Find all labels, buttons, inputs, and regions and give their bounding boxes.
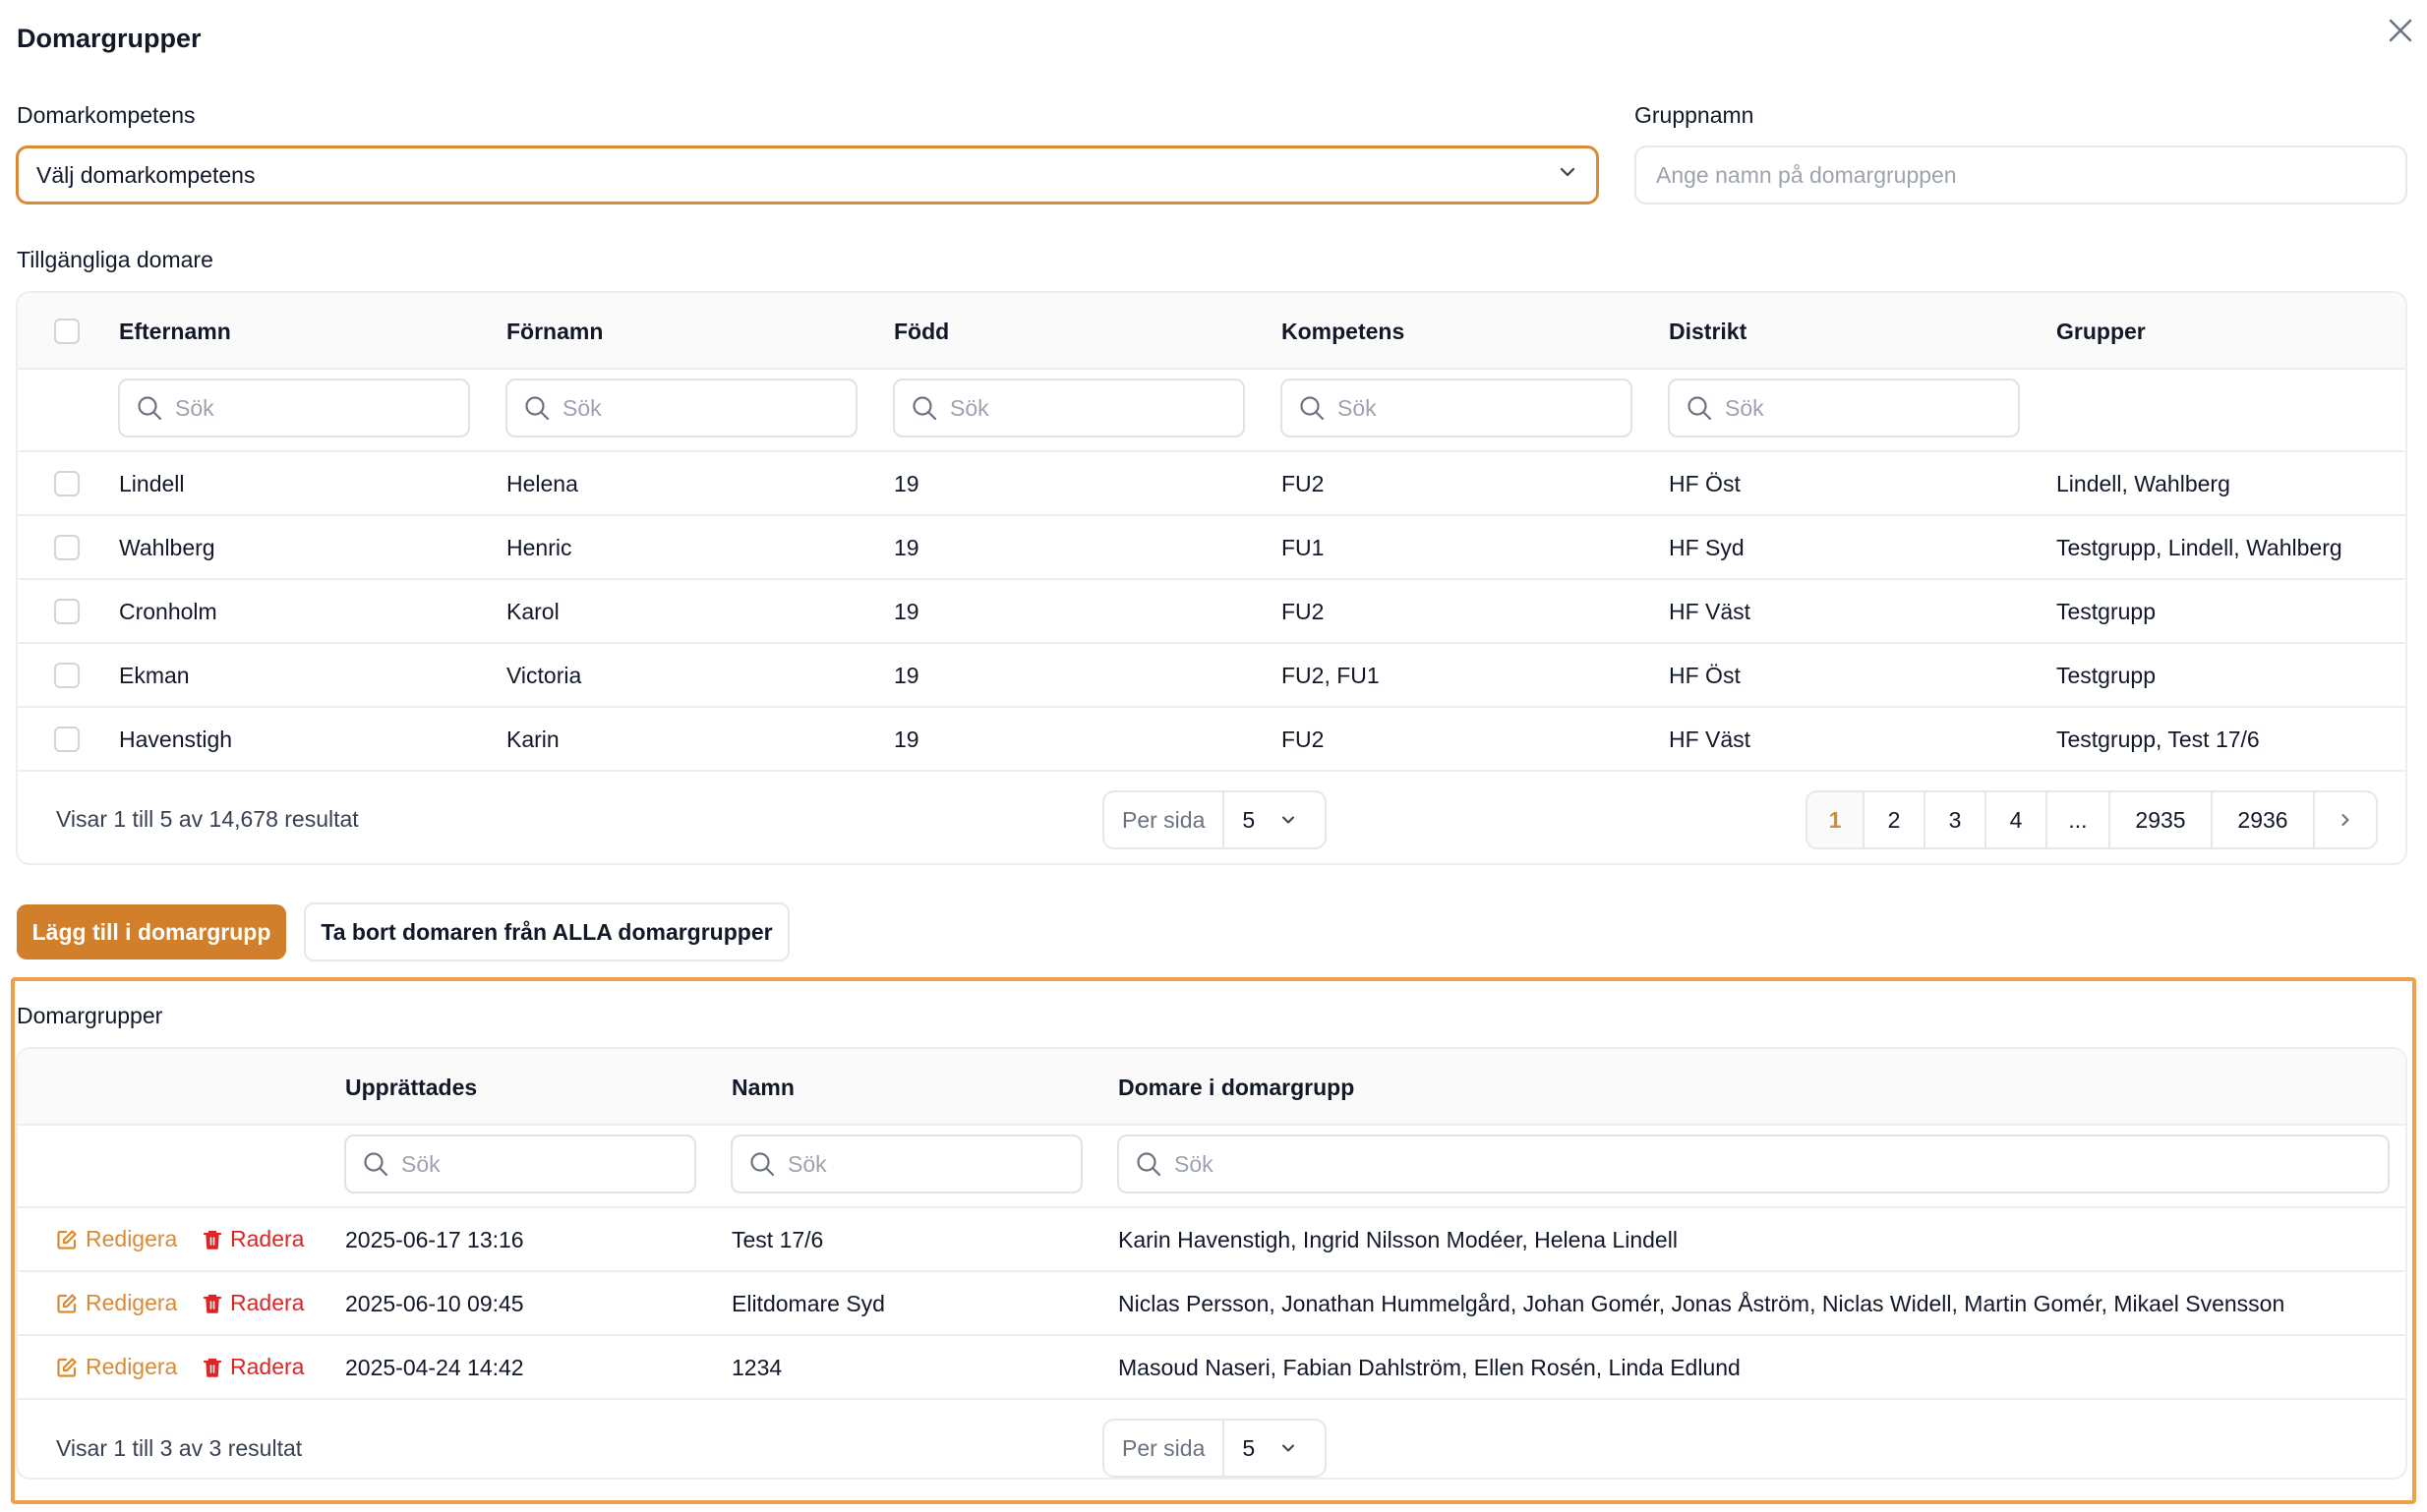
search-icon <box>911 394 938 422</box>
per-page-dropdown[interactable] <box>1224 1421 1316 1476</box>
search-icon <box>362 1150 389 1178</box>
edit-label: Redigera <box>86 1354 178 1379</box>
table-row[interactable] <box>18 708 2405 772</box>
trash-icon <box>203 1293 222 1314</box>
cell-distrikt: HF Väst <box>1669 727 1751 752</box>
search-input-efternamn[interactable] <box>118 378 470 437</box>
search-placeholder: Sök <box>562 394 602 421</box>
cell-domare: Karin Havenstigh, Ingrid Nilsson Modéer, Helena Lindell <box>1118 1227 1678 1252</box>
cell-distrikt: HF Öst <box>1669 663 1741 688</box>
column-header-kompetens[interactable]: Kompetens <box>1281 319 1405 344</box>
delete-label: Radera <box>230 1290 305 1315</box>
cell-namn: 1234 <box>732 1355 783 1380</box>
search-icon <box>136 394 163 422</box>
trash-icon <box>203 1229 222 1250</box>
cell-fornamn: Helena <box>506 471 578 496</box>
cell-kompetens: FU2, FU1 <box>1281 663 1380 688</box>
search-input-kompetens[interactable] <box>1280 378 1632 437</box>
page-button-2935[interactable]: 2935 <box>2110 792 2213 847</box>
delete-label: Radera <box>230 1354 305 1379</box>
edit-button[interactable] <box>56 1290 177 1316</box>
cell-distrikt: HF Öst <box>1669 471 1741 496</box>
pagination <box>1805 790 2378 849</box>
row-checkbox[interactable] <box>54 663 80 688</box>
groups-label: Domargrupper <box>17 1003 163 1028</box>
search-placeholder: Sök <box>1174 1150 1214 1177</box>
cell-grupper: Testgrupp, Test 17/6 <box>2056 727 2260 752</box>
search-icon <box>1298 394 1326 422</box>
remove-from-all-groups-button[interactable]: Ta bort domaren från ALLA domargrupper <box>304 902 790 961</box>
cell-efternamn: Wahlberg <box>119 535 215 560</box>
chevron-down-icon <box>1557 161 1578 189</box>
cell-fornamn: Victoria <box>506 663 582 688</box>
edit-icon <box>56 1293 78 1314</box>
delete-button[interactable] <box>203 1226 304 1252</box>
cell-fodd: 19 <box>894 663 919 688</box>
competence-label: Domarkompetens <box>17 102 196 128</box>
table-row <box>18 1208 2405 1272</box>
edit-label: Redigera <box>86 1226 178 1251</box>
page-ellipsis: ... <box>2047 792 2110 847</box>
row-checkbox[interactable] <box>54 599 80 624</box>
search-input-namn[interactable] <box>731 1134 1083 1193</box>
groups-table <box>16 1047 2407 1480</box>
cell-fodd: 19 <box>894 727 919 752</box>
page-button-4[interactable]: 4 <box>1986 792 2047 847</box>
page-button-2[interactable]: 2 <box>1865 792 1925 847</box>
per-page-label: Per sida <box>1104 1421 1224 1476</box>
edit-label: Redigera <box>86 1290 178 1315</box>
row-checkbox[interactable] <box>54 471 80 496</box>
edit-button[interactable] <box>56 1226 177 1252</box>
cell-efternamn: Lindell <box>119 471 185 496</box>
column-header-grupper[interactable]: Grupper <box>2056 319 2146 344</box>
page-button-3[interactable]: 3 <box>1925 792 1986 847</box>
cell-kompetens: FU2 <box>1281 471 1325 496</box>
groups-results-summary: Visar 1 till 3 av 3 resultat <box>56 1435 303 1461</box>
trash-icon <box>203 1357 222 1378</box>
page-button-1[interactable]: 1 <box>1807 792 1865 847</box>
cell-grupper: Lindell, Wahlberg <box>2056 471 2230 496</box>
next-page-button[interactable] <box>2315 792 2376 847</box>
add-to-group-button[interactable]: Lägg till i domargrupp <box>17 904 286 960</box>
table-row[interactable] <box>18 516 2405 580</box>
search-placeholder: Sök <box>401 1150 441 1177</box>
cell-kompetens: FU2 <box>1281 727 1325 752</box>
competence-select[interactable] <box>16 145 1599 204</box>
close-icon[interactable] <box>2384 14 2417 47</box>
search-placeholder: Sök <box>950 394 989 421</box>
filter-row <box>18 1126 2405 1208</box>
search-icon <box>1135 1150 1162 1178</box>
per-page-value: 5 <box>1242 1434 1256 1461</box>
filter-row <box>18 370 2405 452</box>
cell-distrikt: HF Syd <box>1669 535 1745 560</box>
chevron-down-icon <box>1278 1438 1298 1458</box>
cell-efternamn: Havenstigh <box>119 727 233 752</box>
cell-kompetens: FU2 <box>1281 599 1325 624</box>
cell-fodd: 19 <box>894 471 919 496</box>
per-page-label: Per sida <box>1104 792 1224 847</box>
table-row[interactable] <box>18 644 2405 708</box>
modal-title: Domargrupper <box>17 24 202 53</box>
cell-namn: Test 17/6 <box>732 1227 824 1252</box>
page-button-2936[interactable]: 2936 <box>2213 792 2315 847</box>
results-summary: Visar 1 till 5 av 14,678 resultat <box>56 806 359 832</box>
cell-fornamn: Karin <box>506 727 560 752</box>
edit-icon <box>56 1357 78 1378</box>
cell-upprattades: 2025-06-10 09:45 <box>345 1291 524 1316</box>
search-icon <box>1686 394 1713 422</box>
cell-kompetens: FU1 <box>1281 535 1325 560</box>
delete-label: Radera <box>230 1226 305 1251</box>
cell-distrikt: HF Väst <box>1669 599 1751 624</box>
cell-fodd: 19 <box>894 599 919 624</box>
cell-grupper: Testgrupp <box>2056 599 2157 624</box>
cell-efternamn: Cronholm <box>119 599 217 624</box>
chevron-down-icon <box>1278 810 1298 830</box>
group-name-field[interactable] <box>1634 145 2407 204</box>
available-referees-label: Tillgängliga domare <box>17 247 213 272</box>
column-header-fodd[interactable]: Född <box>894 319 950 344</box>
group-name-input[interactable] <box>1656 162 2386 189</box>
cell-namn: Elitdomare Syd <box>732 1291 885 1316</box>
cell-upprattades: 2025-04-24 14:42 <box>345 1355 524 1380</box>
table-header <box>18 293 2405 370</box>
row-checkbox[interactable] <box>54 727 80 752</box>
edit-button[interactable] <box>56 1354 177 1380</box>
search-icon <box>523 394 551 422</box>
cell-efternamn: Ekman <box>119 663 190 688</box>
table-row[interactable] <box>18 452 2405 516</box>
cell-grupper: Testgrupp <box>2056 663 2157 688</box>
cell-fornamn: Henric <box>506 535 572 560</box>
search-placeholder: Sök <box>788 1150 827 1177</box>
cell-fodd: 19 <box>894 535 919 560</box>
search-input-fodd[interactable] <box>893 378 1245 437</box>
search-input-domare[interactable] <box>1117 1134 2390 1193</box>
cell-grupper: Testgrupp, Lindell, Wahlberg <box>2056 535 2342 560</box>
column-header-upprattades[interactable]: Upprättades <box>345 1075 478 1100</box>
search-placeholder: Sök <box>1725 394 1764 421</box>
search-input-upprattades[interactable] <box>344 1134 696 1193</box>
search-input-distrikt[interactable] <box>1668 378 2020 437</box>
group-name-label: Gruppnamn <box>1634 102 1754 128</box>
search-placeholder: Sök <box>1337 394 1377 421</box>
delete-button[interactable] <box>203 1354 304 1380</box>
per-page-value: 5 <box>1242 806 1256 833</box>
per-page-dropdown[interactable] <box>1224 792 1316 847</box>
delete-button[interactable] <box>203 1290 304 1316</box>
edit-icon <box>56 1229 78 1250</box>
table-row <box>18 1336 2405 1400</box>
column-header-efternamn[interactable]: Efternamn <box>119 319 231 344</box>
column-header-distrikt[interactable]: Distrikt <box>1669 319 1747 344</box>
competence-select-value: Välj domarkompetens <box>36 161 256 188</box>
cell-upprattades: 2025-06-17 13:16 <box>345 1227 524 1252</box>
table-header <box>18 1049 2405 1126</box>
cell-domare: Niclas Persson, Jonathan Hummelgård, Johan Gomér, Jonas Åström, Niclas Widell, Martin Gomér, Mikael Svensson <box>1118 1291 2285 1316</box>
table-row <box>18 1272 2405 1336</box>
row-checkbox[interactable] <box>54 535 80 560</box>
search-input-fornamn[interactable] <box>505 378 858 437</box>
available-referees-table <box>16 291 2407 865</box>
search-icon <box>748 1150 776 1178</box>
groups-per-page-select[interactable] <box>1102 1419 1327 1478</box>
per-page-select[interactable] <box>1102 790 1327 849</box>
search-placeholder: Sök <box>175 394 214 421</box>
cell-fornamn: Karol <box>506 599 560 624</box>
table-row[interactable] <box>18 580 2405 644</box>
column-header-fornamn[interactable]: Förnamn <box>506 319 604 344</box>
column-header-namn[interactable]: Namn <box>732 1075 795 1100</box>
chevron-right-icon <box>2336 810 2355 830</box>
cell-domare: Masoud Naseri, Fabian Dahlström, Ellen Rosén, Linda Edlund <box>1118 1355 1741 1380</box>
select-all-checkbox[interactable] <box>54 319 80 344</box>
column-header-domare[interactable]: Domare i domargrupp <box>1118 1075 1355 1100</box>
